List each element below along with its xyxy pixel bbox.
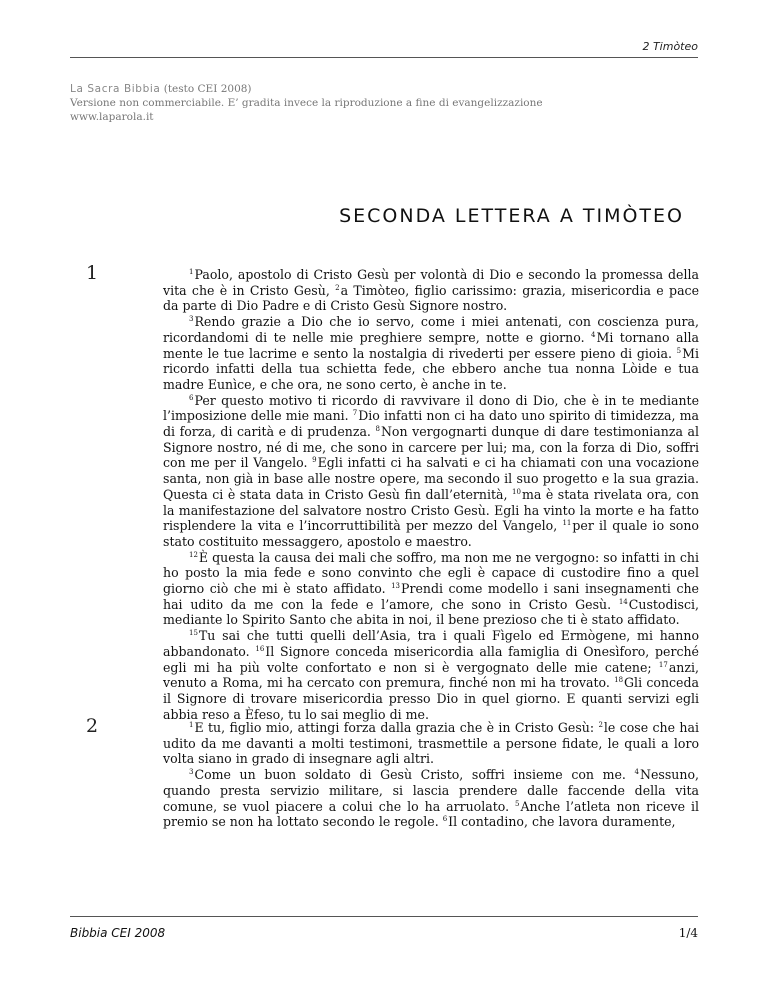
paragraph [163, 393, 699, 550]
verse-text: Come un buon soldato di Gesù Cristo, soffri insieme con me. [194, 767, 635, 783]
footer-rule [70, 916, 698, 917]
verse-text: Rendo grazie a Dio che io servo, come i miei antenati, con coscienza pura, ricordandomi di te nelle mie preghiere sempre, notte e giorno. [163, 314, 699, 345]
verse-text: per il quale io sono stato costituito messaggero, apostolo e maestro. [163, 518, 699, 549]
verse-text: Nessuno, quando presta servizio militare, si lascia prendere dalle faccende della vita comune, se vuol piacere a colui che lo ha arruolato. [163, 767, 699, 814]
verse-number: 3 [189, 768, 194, 777]
verse-number: 6 [189, 393, 194, 402]
verse-number: 9 [312, 456, 317, 465]
chapter-text [163, 720, 699, 830]
verse-number: 5 [676, 346, 682, 355]
verse-text: a Timòteo, figlio carissimo: grazia, misericordia e pace da parte di Dio Padre e di Cristo Gesù Signore nostro. [163, 282, 700, 314]
verse-text: Il Signore conceda misericordia alla famiglia di Onesìforo, perché egli mi ha più volte confortato e non si è vergognato delle mie catene; [163, 643, 699, 675]
verse-number: 4 [634, 768, 639, 777]
edition-note: (testo CEI 2008) [160, 83, 252, 95]
verse-text: Mi tornano alla mente le tue lacrime e sento la nostalgia di rivederti per essere pieno di gioia. [163, 329, 699, 361]
book-title: SECONDA LETTERA A TIMÒTEO [339, 204, 684, 227]
chapter-number: 1 [86, 262, 99, 284]
verse-text: Per questo motivo ti ricordo di ravvivare il dono di Dio, che è in te mediante l’imposizione delle mie mani. [163, 392, 699, 424]
verse-text: Egli infatti ci ha salvati e ci ha chiamati con una vocazione santa, non già in base alle nostre opere, ma secondo il suo progetto e la sua grazia. Questa ci è stata data in Cristo Gesù fin dall’eternità, [163, 455, 699, 502]
verse-number: 3 [189, 315, 194, 324]
paragraph [163, 628, 699, 722]
verse-number: 1 [189, 268, 194, 276]
verse-number: 6 [442, 815, 448, 824]
paragraph [163, 314, 699, 393]
verse-number: 8 [375, 425, 380, 434]
verse-text: le cose che hai udito da me davanti a molti testimoni, trasmettile a persone fidate, le quali a loro volta siano in grado di insegnare agli altri. [163, 720, 699, 767]
brand-name: La Sacra Bibbia [70, 83, 161, 95]
verse-number: 14 [618, 597, 628, 606]
verse-number: 5 [514, 799, 520, 808]
verse-number: 1 [189, 721, 194, 729]
verse-text: E tu, figlio mio, attingi forza dalla grazia che è in Cristo Gesù: [194, 720, 599, 735]
verse-number: 13 [391, 582, 400, 591]
verse-number: 2 [598, 721, 603, 729]
chapter-text [163, 267, 699, 722]
verse-text: anzi, venuto a Roma, mi ha cercato con premura, finché non mi ha trovato. [163, 659, 699, 691]
license-notice: Versione non commerciabile. E’ gradita invece la riproduzione a fine di evangelizzazione [70, 97, 543, 109]
verse-number: 7 [352, 409, 358, 418]
verse-text: Gli conceda il Signore di trovare misericordia presso Dio in quel giorno. E quanti servizi egli abbia reso a Èfeso, tu lo sai meglio di me. [163, 675, 699, 722]
verse-text: Prendi come modello i sani insegnamenti che hai udito da me con la fede e l’amore, che sono in Cristo Gesù. [163, 581, 699, 612]
verse-text: È questa la causa dei mali che soffro, ma non me ne vergogno: so infatti in chi ho posto la mia fede e sono convinto che egli è capace di custodire fino a quel giorno ciò che mi è stato affidato. [163, 549, 699, 597]
verse-text: Non vergognarti dunque di dare testimonianza al Signore nostro, né di me, che sono in carcere per lui; ma, con la forza di Dio, soffri con me per il Vangelo. [163, 424, 699, 471]
verse-number: 10 [512, 487, 521, 496]
verse-number: 18 [614, 676, 624, 685]
source-title-line [70, 82, 543, 96]
verse-text: ma è stata rivelata ora, con la manifestazione del salvatore nostro Cristo Gesù. Egli ha vinto la morte e ha fatto risplendere la vita e l’incorruttibilità per mezzo del Vangelo, [163, 486, 699, 534]
verse-text: Dio infatti non ci ha dato uno spirito di timidezza, ma di forza, di carità e di prudenza. [163, 408, 699, 440]
verse-text: Tu sai che tutti quelli dell’Asia, tra i quali Fìgelo ed Ermògene, mi hanno abbandonato. [163, 628, 699, 659]
verse-text: Mi ricordo infatti della tua schietta fede, che ebbero anche tua nonna Lòide e tua madre Eunìce, e che ora, ne sono certo, è anche in te. [163, 345, 699, 392]
verse-number: 16 [255, 644, 265, 653]
verse-number: 17 [658, 660, 668, 669]
verse-text: Custodisci, mediante lo Spirito Santo che abita in noi, il bene prezioso che ti è stato affidato. [163, 596, 699, 628]
paragraph [163, 550, 699, 629]
verse-number: 2 [335, 283, 340, 292]
header-rule [70, 57, 698, 58]
verse-number: 4 [591, 330, 596, 339]
source-notice [70, 82, 543, 124]
chapter-number: 2 [86, 715, 99, 737]
footer-source: Bibbia CEI 2008 [70, 926, 166, 940]
verse-number: 11 [562, 519, 572, 528]
paragraph [163, 267, 699, 314]
paragraph [163, 767, 699, 830]
source-url: www.laparola.it [70, 111, 154, 123]
verse-number: 12 [189, 550, 198, 559]
paragraph [163, 720, 699, 767]
verse-text: Il contadino, che lavora duramente, [448, 814, 676, 830]
running-title: 2 Timòteo [642, 40, 698, 53]
page-number: 1/4 [678, 926, 698, 940]
verse-number: 15 [189, 629, 198, 638]
verse-text: Anche l’atleta non riceve il premio se non ha lottato secondo le regole. [163, 798, 699, 830]
verse-text: Paolo, apostolo di Cristo Gesù per volontà di Dio e secondo la promessa della vita che è in Cristo Gesù, [163, 267, 699, 298]
